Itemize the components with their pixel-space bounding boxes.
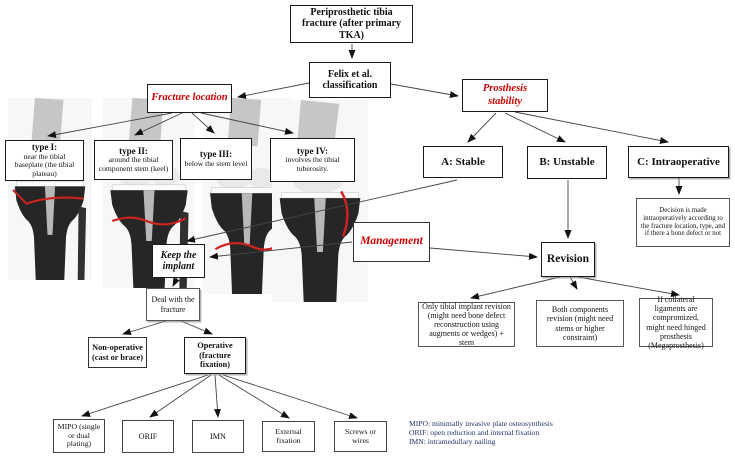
node-non-operative: Non-operative (cast or brace) bbox=[88, 337, 147, 368]
node-type-2 bbox=[94, 140, 173, 180]
type-4-title: type IV: bbox=[297, 146, 328, 157]
node-revision-option-1: Only tibial implant revision (might need bone defect reconstruction using augments or wedges) + stem bbox=[418, 302, 515, 347]
type-3-title: type III: bbox=[199, 149, 233, 160]
node-stable: A: Stable bbox=[423, 146, 503, 178]
legend-line-mipo: MIPO: minimally invasive plate osteosynthesis bbox=[409, 419, 553, 428]
node-intraoperative: C: Intraoperative bbox=[628, 146, 729, 178]
type-3-desc: below the stem level bbox=[184, 158, 248, 168]
node-type-4 bbox=[270, 138, 355, 182]
node-screws-wires: Screws or wires bbox=[334, 421, 387, 452]
xray-type4-image bbox=[272, 100, 368, 302]
node-type-3 bbox=[180, 138, 252, 180]
node-fracture-location: Fracture location bbox=[147, 84, 232, 113]
node-mipo: MIPO (single or dual plating) bbox=[53, 419, 105, 453]
node-root: Periprosthetic tibia fracture (after primary TKA) bbox=[290, 5, 413, 43]
node-classification: Felix et al. classification bbox=[309, 62, 391, 98]
node-keep-implant: Keep the implant bbox=[152, 244, 205, 278]
node-management: Management bbox=[353, 222, 430, 262]
type-4-desc: involves the tibial tuberosity. bbox=[285, 155, 340, 174]
node-deal-with-fracture: Deal with the fracture bbox=[146, 288, 200, 321]
type-2-desc: around the tibial component stem (keel) bbox=[98, 155, 169, 174]
node-imn: IMN bbox=[192, 420, 244, 453]
node-external-fixation: External fixation bbox=[262, 421, 315, 452]
legend-line-imn: IMN: intramedullary nailing bbox=[409, 437, 496, 447]
node-operative: Operative (fracture fixation) bbox=[184, 337, 246, 374]
xray-type1-image bbox=[8, 98, 92, 280]
node-revision-option-3: If collateral ligaments are compromized, might need hinged prosthesis (Megaprosthesis) bbox=[639, 298, 713, 347]
node-revision-option-2: Both components revision (might need stems or higher constraint) bbox=[536, 300, 624, 347]
node-orif: ORIF bbox=[122, 420, 174, 453]
node-intraoperative-note: Decision is made intraoperatively according to the fracture location, type, and if there a bone defect or not bbox=[636, 198, 730, 247]
type-1-title: type I: bbox=[31, 142, 58, 153]
abbreviation-legend bbox=[409, 419, 639, 446]
node-revision: Revision bbox=[541, 242, 595, 277]
legend-line-orif: ORIF: open reduction and internal fixation bbox=[409, 428, 540, 438]
node-type-1 bbox=[5, 140, 84, 181]
type-2-title: type II: bbox=[119, 146, 148, 157]
node-prosthesis-stability: Prosthesis stability bbox=[462, 79, 548, 112]
type-1-desc: near the tibial baseplate (the tibial plateau) bbox=[14, 151, 75, 179]
node-unstable: B: Unstable bbox=[527, 146, 607, 179]
